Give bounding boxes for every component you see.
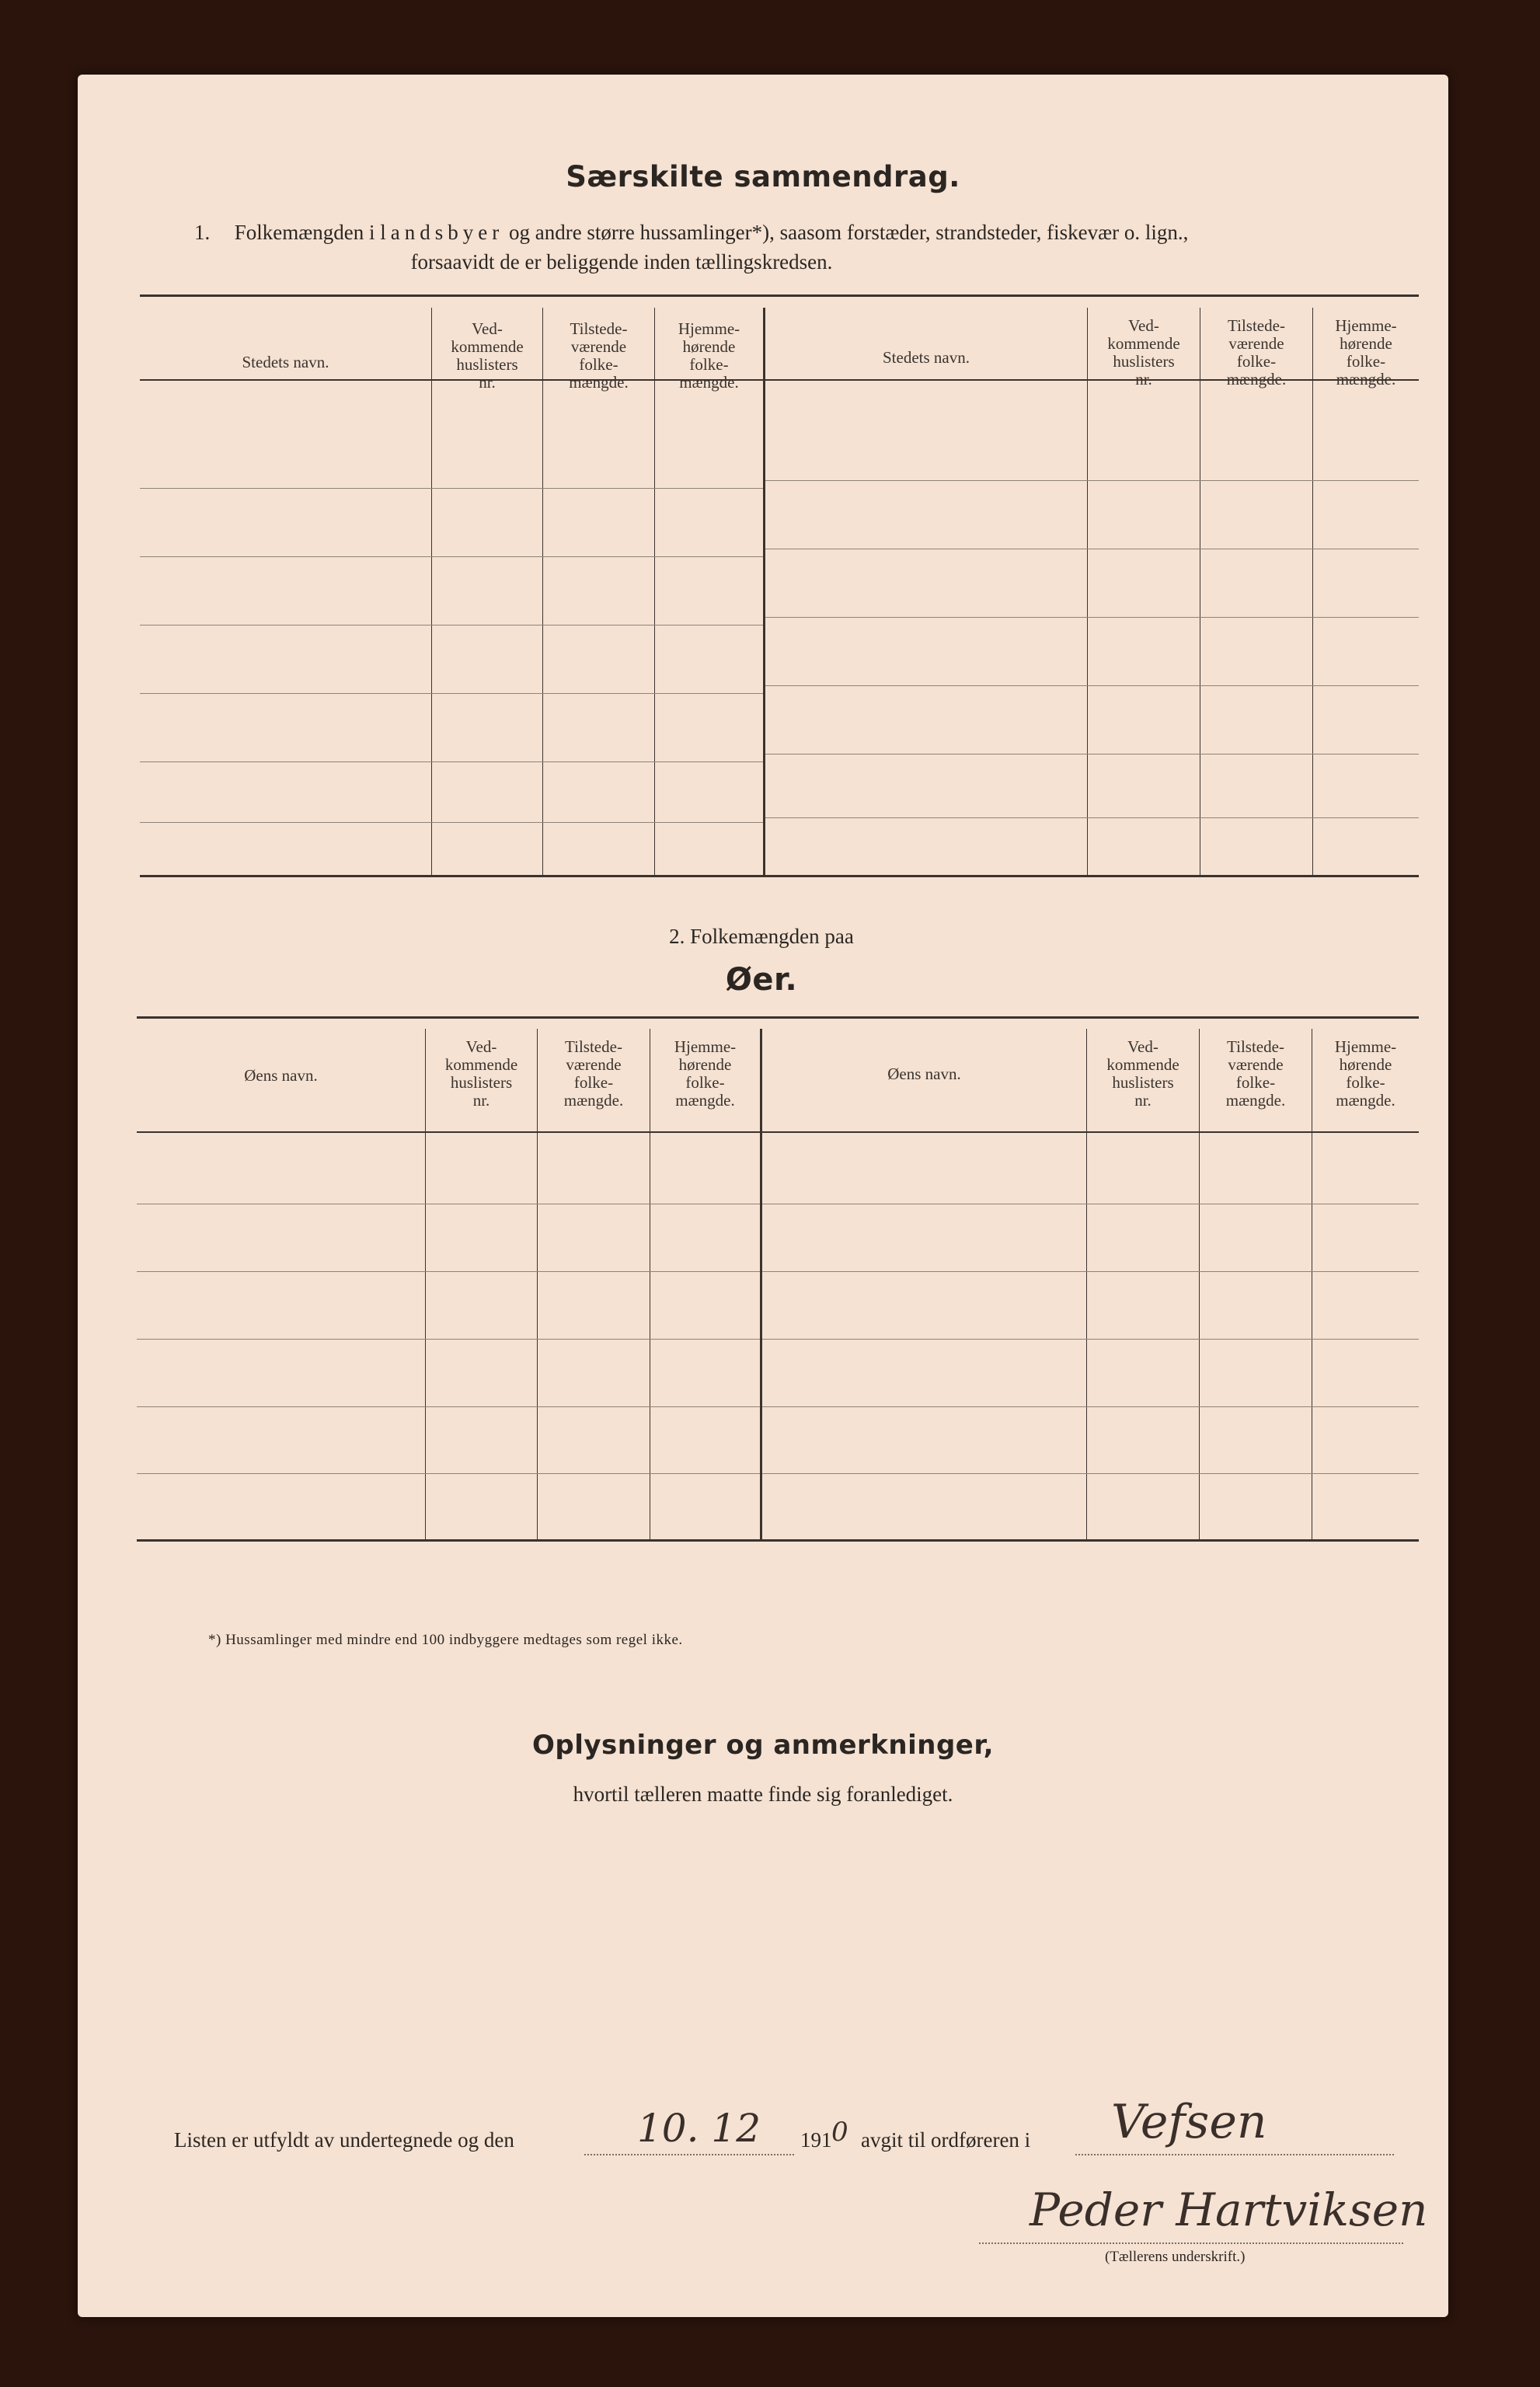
section1-text-a: Folkemængden i: [234, 221, 375, 244]
signature-caption: (Tællerens underskrift.): [1105, 2249, 1246, 2265]
table1-row-line: [140, 488, 763, 489]
year-prefix: 191: [800, 2128, 832, 2152]
table2-row-line: [137, 1406, 760, 1407]
table2-row-line: [137, 1271, 760, 1272]
table2-row-line: [762, 1473, 1419, 1474]
section1-number: 1.: [194, 221, 211, 244]
statement-text-b: avgit til ordføreren i: [861, 2128, 1031, 2152]
census-form-page: [78, 75, 1448, 2317]
table2-row-line: [762, 1271, 1419, 1272]
table1-center-divider: [763, 308, 765, 875]
table1-row-line: [765, 685, 1419, 686]
section1-intro-line2: forsaavidt de er beliggende inden tællingskredsen.: [410, 250, 833, 274]
table2-col-oens-navn-2: Øens navn.: [887, 1065, 961, 1083]
table1-vline: [654, 308, 655, 875]
table2-bottom-rule: [137, 1539, 1419, 1542]
table2-col-huslister-2: Ved- kommende huslisters nr.: [1106, 1037, 1179, 1110]
date-dotted-line: [584, 2154, 794, 2155]
table1-vline: [542, 308, 543, 875]
section1-text-b: og andre større hussamlinger*), saasom forstæder, strandsteder, fiskevær o. lign.,: [508, 221, 1189, 244]
table1-col-tilstede-2: Tilstede- værende folke- mængde.: [1226, 316, 1287, 389]
table2-center-divider: [760, 1029, 762, 1539]
table1-bottom-rule: [140, 875, 1419, 877]
section1-text-spaced: landsbyer: [380, 221, 504, 244]
table1-vline: [431, 308, 432, 875]
table1-row-line: [140, 822, 763, 823]
section2-heading: Øer.: [725, 962, 798, 998]
municipality-dotted-line: [1075, 2154, 1394, 2155]
table1-row-line: [140, 556, 763, 557]
table2-row-line: [762, 1339, 1419, 1340]
table2-col-tilstede-2: Tilstede- værende folke- mængde.: [1225, 1037, 1286, 1110]
section1-intro: [194, 221, 1437, 245]
table1-row-line: [765, 617, 1419, 618]
signature-dotted-line: [979, 2242, 1403, 2244]
page-title: Særskilte sammendrag.: [566, 160, 960, 193]
table1-col-stedets-navn-2: Stedets navn.: [883, 348, 970, 367]
table1-top-rule: [140, 294, 1419, 297]
table1-vline: [1312, 308, 1313, 875]
table1-col-huslister: Ved- kommende huslisters nr.: [451, 319, 524, 392]
table2-col-huslister: Ved- kommende huslisters nr.: [444, 1037, 518, 1110]
remarks-subheading: hvortil tælleren maatte finde sig foranlediget.: [573, 1782, 953, 1806]
table2-col-hjemme: Hjemme- hørende folke- mængde.: [674, 1037, 737, 1110]
remarks-heading: Oplysninger og anmerkninger,: [531, 1730, 995, 1761]
table1-col-tilstede: Tilstede- værende folke- mængde.: [569, 319, 629, 392]
table2-top-rule: [137, 1016, 1419, 1019]
table2-header-rule: [137, 1131, 1419, 1133]
table1-row-line: [765, 817, 1419, 818]
signature-handwritten: Peder Hartviksen: [1030, 2183, 1428, 2236]
table1-col-stedets-navn: Stedets navn.: [242, 353, 329, 371]
table1-col-hjemme-2: Hjemme- hørende folke- mængde.: [1335, 316, 1397, 389]
table2-col-hjemme-2: Hjemme- hørende folke- mængde.: [1334, 1037, 1397, 1110]
table1-row-line: [765, 480, 1419, 481]
date-handwritten: 10. 12: [637, 2106, 761, 2151]
table1-vline: [1087, 308, 1088, 875]
municipality-handwritten: Vefsen: [1111, 2095, 1267, 2149]
footnote: *) Hussamlinger med mindre end 100 indbyggere medtages som regel ikke.: [208, 1632, 683, 1648]
table1-row-line: [140, 761, 763, 762]
section2-intro: 2. Folkemængden paa: [669, 925, 854, 948]
table2-col-oens-navn: Øens navn.: [244, 1066, 318, 1085]
table1-col-huslister-2: Ved- kommende huslisters nr.: [1107, 316, 1180, 389]
table1-row-line: [140, 693, 763, 694]
year-suffix-handwritten: 0: [831, 2117, 848, 2148]
table2-row-line: [137, 1339, 760, 1340]
table1-col-hjemme: Hjemme- hørende folke- mængde.: [678, 319, 740, 392]
statement-text-a: Listen er utfyldt av undertegnede og den: [174, 2128, 514, 2152]
table2-row-line: [137, 1473, 760, 1474]
table2-row-line: [762, 1406, 1419, 1407]
table2-col-tilstede: Tilstede- værende folke- mængde.: [563, 1037, 624, 1110]
